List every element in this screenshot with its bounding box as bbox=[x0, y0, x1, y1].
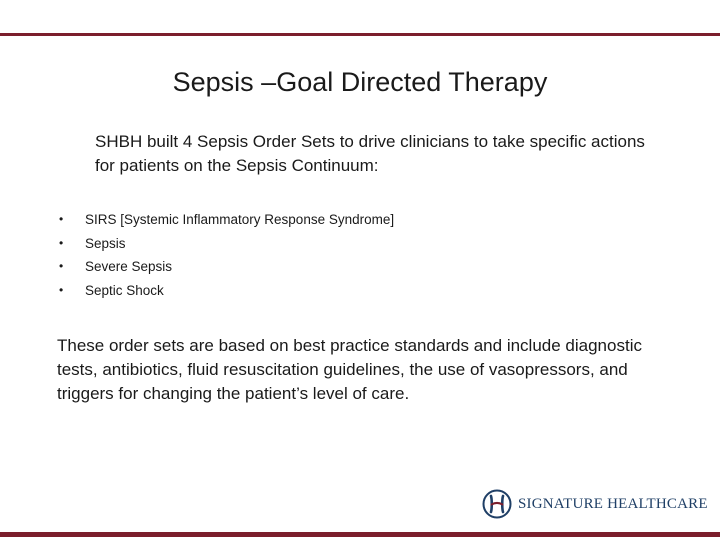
order-set-list bbox=[55, 208, 394, 302]
list-item-label: SIRS [Systemic Inflammatory Response Syndrome] bbox=[85, 212, 395, 227]
signature-healthcare-logo bbox=[482, 489, 708, 519]
summary-text: These order sets are based on best practice standards and include diagnostic tests, antibiotics, fluid resuscitation guidelines, the use of vasopressors, and triggers for changing the patient’s level of care. bbox=[57, 336, 642, 403]
list-item bbox=[55, 279, 394, 303]
list-item bbox=[55, 232, 394, 256]
list-item-label: Sepsis bbox=[85, 235, 126, 251]
bullet-icon: • bbox=[59, 282, 64, 297]
bullet-icon: • bbox=[59, 259, 64, 273]
list-item bbox=[55, 208, 394, 232]
bullet-icon: • bbox=[59, 235, 64, 250]
logo-wordmark: SIGNATURE HEALTHCARE bbox=[518, 495, 708, 512]
list-item-label: Severe Sepsis bbox=[85, 259, 173, 274]
list-item-label: Septic Shock bbox=[85, 282, 164, 298]
slide-title: Sepsis –Goal Directed Therapy bbox=[172, 67, 548, 97]
list-item bbox=[55, 255, 394, 279]
top-accent-rule bbox=[0, 33, 720, 36]
signature-healthcare-h-logo-icon bbox=[482, 489, 512, 519]
bullet-icon: • bbox=[59, 212, 64, 226]
bottom-accent-rule bbox=[0, 532, 720, 537]
intro-text: SHBH built 4 Sepsis Order Sets to drive clinicians to take specific actions for patients on the Sepsis Continuum: bbox=[95, 132, 645, 175]
